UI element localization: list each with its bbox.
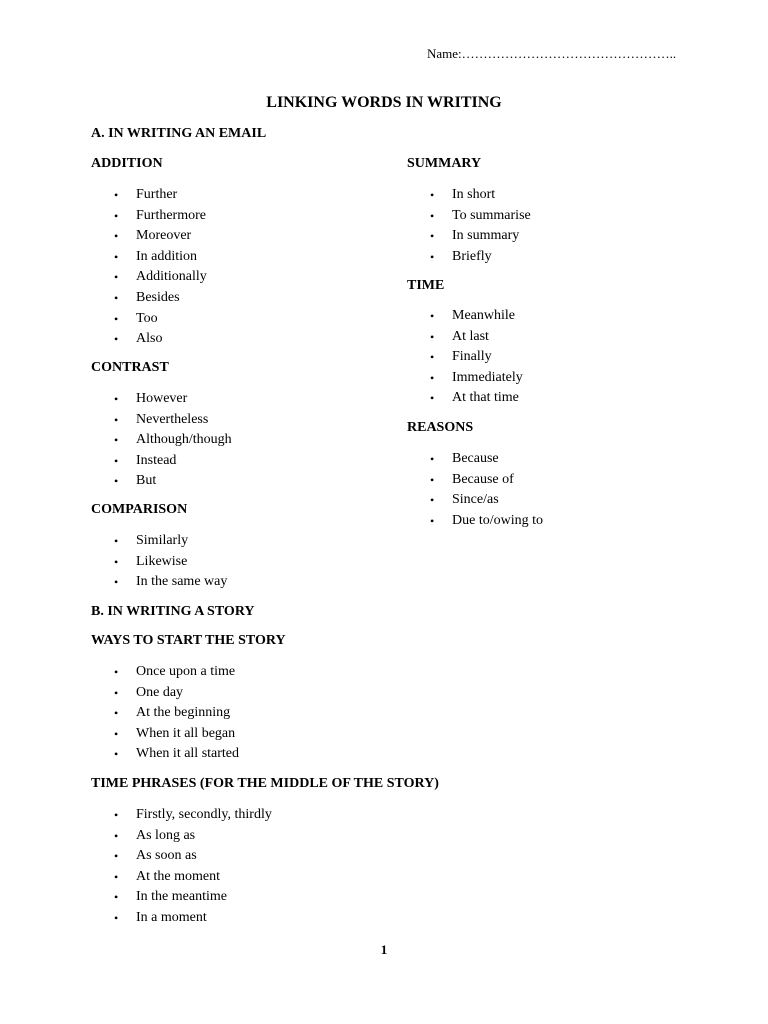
bullet-icon: • <box>114 412 119 427</box>
list-item-text: When it all began <box>136 725 236 741</box>
list-item <box>430 185 531 206</box>
bullet-icon: • <box>430 472 435 487</box>
list-item-text: In summary <box>452 228 520 244</box>
story-middle-heading: TIME PHRASES (FOR THE MIDDLE OF THE STORY) <box>91 776 439 791</box>
list-item <box>430 470 543 491</box>
list-item-text: Because of <box>452 471 514 487</box>
bullet-icon: • <box>114 290 119 305</box>
list-item-text: Instead <box>136 452 177 468</box>
list-item-text: However <box>136 391 188 406</box>
bullet-icon: • <box>114 910 119 925</box>
list-item-text: Meanwhile <box>452 308 515 323</box>
list-item <box>114 329 207 350</box>
list-item <box>114 389 232 410</box>
addition-list <box>114 185 207 350</box>
list-item <box>114 826 272 847</box>
list-item-text: But <box>136 473 157 489</box>
list-item-text: Likewise <box>136 553 188 569</box>
list-item-text: Furthermore <box>136 207 206 223</box>
comparison-list <box>114 531 228 593</box>
bullet-icon: • <box>114 685 119 700</box>
list-item-text: Briefly <box>452 248 492 264</box>
story-middle-list <box>114 805 272 929</box>
list-item <box>430 206 531 227</box>
list-item <box>114 430 232 451</box>
time-heading: TIME <box>407 278 445 293</box>
list-item-text: When it all started <box>136 746 240 762</box>
bullet-icon: • <box>430 350 435 365</box>
section-b-heading: B. IN WRITING A STORY <box>91 604 255 619</box>
list-item <box>114 908 272 929</box>
bullet-icon: • <box>430 309 435 323</box>
bullet-icon: • <box>430 208 435 223</box>
bullet-icon: • <box>114 849 119 864</box>
list-item <box>114 471 232 492</box>
summary-list <box>430 185 531 267</box>
name-field-label: Name:………………………………………….. <box>427 46 677 61</box>
list-item <box>114 410 232 431</box>
list-item-text: As soon as <box>136 848 197 864</box>
list-item-text: Nevertheless <box>136 411 209 427</box>
contrast-heading: CONTRAST <box>91 360 169 375</box>
bullet-icon: • <box>114 554 119 569</box>
list-item <box>114 846 272 867</box>
list-item <box>114 267 207 288</box>
bullet-icon: • <box>114 229 119 244</box>
list-item <box>430 306 523 327</box>
list-item-text: Because <box>452 451 499 466</box>
list-item <box>114 867 272 888</box>
list-item-text: At the beginning <box>136 705 231 721</box>
list-item <box>430 449 543 470</box>
bullet-icon: • <box>430 391 435 406</box>
list-item-text: In short <box>452 187 496 202</box>
list-item <box>114 247 207 268</box>
list-item-text: Additionally <box>136 269 207 285</box>
bullet-icon: • <box>114 747 119 762</box>
list-item-text: In a moment <box>136 909 207 925</box>
section-a-heading: A. IN WRITING AN EMAIL <box>91 126 267 141</box>
list-item-text: Due to/owing to <box>452 512 543 528</box>
bullet-icon: • <box>114 828 119 843</box>
story-start-list <box>114 662 240 765</box>
list-item-text: In the same way <box>136 574 228 590</box>
list-item <box>430 511 543 532</box>
list-item <box>114 662 239 683</box>
bullet-icon: • <box>430 188 435 202</box>
list-item <box>114 703 239 724</box>
list-item-text: As long as <box>136 827 196 843</box>
bullet-icon: • <box>114 808 119 822</box>
bullet-icon: • <box>114 208 119 223</box>
list-item <box>114 572 228 593</box>
bullet-icon: • <box>114 249 119 264</box>
bullet-icon: • <box>114 575 119 590</box>
list-item <box>114 552 227 573</box>
bullet-icon: • <box>430 249 435 264</box>
bullet-icon: • <box>114 890 119 905</box>
list-item-text: Since/as <box>452 492 499 508</box>
list-item <box>430 347 523 368</box>
page-title: LINKING WORDS IN WRITING <box>266 94 502 111</box>
list-item-text: In the meantime <box>136 889 227 905</box>
list-item <box>114 744 240 765</box>
bullet-icon: • <box>430 229 435 244</box>
list-item-text: One day <box>136 684 184 700</box>
page-number: 1 <box>380 942 388 957</box>
bullet-icon: • <box>114 270 119 285</box>
bullet-icon: • <box>114 706 119 721</box>
list-item-text: In addition <box>136 248 198 264</box>
time-list <box>430 306 523 409</box>
bullet-icon: • <box>114 534 119 548</box>
list-item-text: Too <box>136 310 158 326</box>
list-item-text: Besides <box>136 289 180 305</box>
list-item-text: Moreover <box>136 228 192 244</box>
bullet-icon: • <box>114 332 119 347</box>
list-item <box>430 490 543 511</box>
bullet-icon: • <box>114 311 119 326</box>
list-item <box>114 887 272 908</box>
list-item-text: Similarly <box>136 533 189 548</box>
addition-heading: ADDITION <box>91 156 163 171</box>
bullet-icon: • <box>114 453 119 468</box>
comparison-heading: COMPARISON <box>91 502 188 517</box>
list-item <box>430 247 531 268</box>
bullet-icon: • <box>114 726 119 741</box>
list-item <box>430 368 523 389</box>
bullet-icon: • <box>114 665 119 679</box>
list-item-text: Immediately <box>452 369 523 385</box>
list-item <box>114 805 272 826</box>
summary-heading: SUMMARY <box>407 156 482 171</box>
bullet-icon: • <box>430 370 435 385</box>
list-item <box>114 226 207 247</box>
bullet-icon: • <box>114 433 119 448</box>
list-item <box>430 388 523 409</box>
list-item <box>114 309 207 330</box>
contrast-list <box>114 389 232 492</box>
list-item <box>114 724 239 745</box>
list-item-text: At that time <box>452 390 519 406</box>
bullet-icon: • <box>114 392 119 406</box>
list-item <box>114 288 207 309</box>
bullet-icon: • <box>430 513 435 528</box>
list-item-text: Also <box>136 331 163 347</box>
list-item-text: At the moment <box>136 868 220 884</box>
reasons-list <box>430 449 543 531</box>
story-start-heading: WAYS TO START THE STORY <box>91 633 286 648</box>
reasons-heading: REASONS <box>407 420 474 435</box>
list-item-text: Firstly, secondly, thirdly <box>136 807 272 822</box>
bullet-icon: • <box>114 474 119 489</box>
list-item-text: To summarise <box>452 207 531 223</box>
bullet-icon: • <box>114 869 119 884</box>
bullet-icon: • <box>430 493 435 508</box>
list-item <box>114 683 239 704</box>
bullet-icon: • <box>430 452 435 466</box>
list-item <box>114 531 227 552</box>
bullet-icon: • <box>430 329 435 344</box>
list-item-text: At last <box>452 328 489 344</box>
bullet-icon: • <box>114 188 119 202</box>
list-item <box>430 327 523 348</box>
list-item-text: Further <box>136 187 178 202</box>
list-item <box>114 206 207 227</box>
list-item-text: Although/though <box>136 432 232 448</box>
list-item <box>114 185 207 206</box>
list-item-text: Finally <box>452 349 492 365</box>
list-item-text: Once upon a time <box>136 664 236 679</box>
list-item <box>430 226 531 247</box>
list-item <box>114 451 232 472</box>
